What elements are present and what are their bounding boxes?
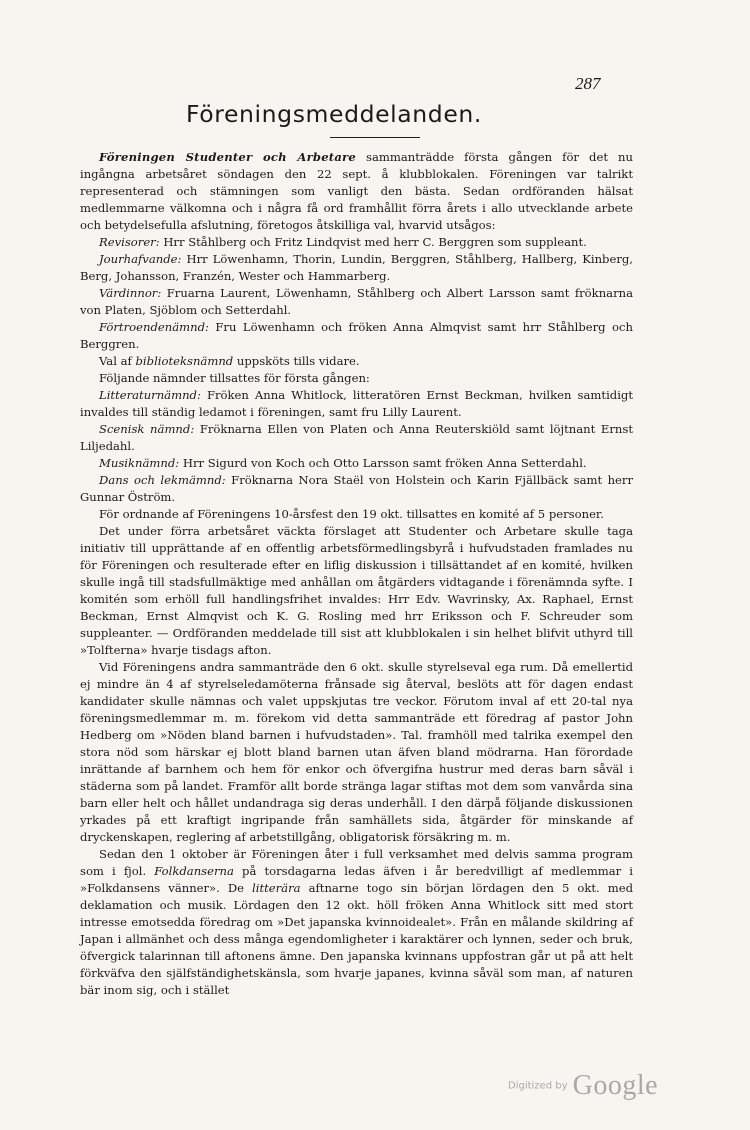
paragraph: Värdinnor: Fruarna Laurent, Löwenhamn, Ståhlberg och Albert Larsson samt fröknarna von Platen, Sjöblom och Setterdahl. — [80, 286, 633, 317]
article-body — [80, 149, 633, 999]
paragraph: Val af biblioteksnämnd uppsköts tills vidare. — [99, 354, 360, 368]
watermark-prefix: Digitized by — [508, 1080, 568, 1092]
paragraph: Jourhafvande: Hrr Löwenhamn, Thorin, Lundin, Berggren, Ståhlberg, Hallberg, Kinberg, Berg, Johansson, Franzén, Wester och Hammarberg. — [80, 252, 633, 283]
paragraph: Sedan den 1 oktober är Föreningen åter i full verksamhet med delvis samma program som i fjol. Folkdanserna på torsdagarna ledas äfven i år beredvilligt af medlemmar i »Folkdansens vänner». De litterära aftnarne togo sin början lördagen den 5 okt. med deklamation och musik. Lördagen den 12 okt. höll fröken Anna Whitlock sitt med stort intresse emotsedda föredrag om »Det japanska kvinnoidealet». Från en målande skildring af Japan i allmänhet och dess många egendomligheter i karaktärer och lynnen, seder och bruk, öfvergick talarinnan till aftonens ämne. Den japanska kvinnans uppfostran går ut på att helt förkväfva den själfständighetskänsla, som hvarje japanes, kvinna såväl som man, af naturen bär inom sig, och i stället — [80, 847, 633, 997]
paragraph: Följande nämnder tillsattes för första gången: — [99, 371, 370, 385]
paragraph: Revisorer: Hrr Ståhlberg och Fritz Lindqvist med herr C. Berggren som suppleant. — [99, 235, 587, 249]
paragraph: Det under förra arbetsåret väckta förslaget att Studenter och Arbetare skulle taga initiativ till upprättande af en offentlig arbetsförmedlingsbyrå i hufvudstaden framlades nu för Föreningen och resulterade efter en liflig diskussion i tillsättandet af en komité, hvilken skulle ingå till stadsfullmäktige med anhållan om åtgärders vidtagande i förenämnda syfte. I komitén som erhöll full handlingsfrihet invaldes: Hrr Edv. Wavrinsky, Ax. Raphael, Ernst Beckman, Ernst Almqvist och K. G. Rosling med hrr Eriksson och F. Schreuder som suppleanter. — Ordföranden meddelade till sist att klubblokalen i sin helhet blifvit uthyrd till »Tolfterna» hvarje tisdags afton. — [80, 524, 633, 657]
page-number: 287 — [575, 74, 601, 93]
paragraph: Litteraturnämnd: Fröken Anna Whitlock, litteratören Ernst Beckman, hvilken samtidigt invaldes till ständig ledamot i föreningen, samt fru Lilly Laurent. — [80, 388, 633, 419]
paragraph: Musiknämnd: Hrr Sigurd von Koch och Otto Larsson samt fröken Anna Setterdahl. — [99, 456, 587, 470]
title-rule — [330, 137, 420, 138]
page-title: Föreningsmeddelanden. — [186, 100, 482, 128]
paragraph: För ordnande af Föreningens 10-årsfest den 19 okt. tillsattes en komité af 5 personer. — [99, 507, 604, 521]
paragraph: Dans och lekmämnd: Fröknarna Nora Staël von Holstein och Karin Fjällbäck samt herr Gunnar Öström. — [80, 473, 633, 504]
society-name: Föreningen Studenter och Arbetare — [99, 150, 356, 164]
paragraph: Förtroendenämnd: Fru Löwenhamn och fröken Anna Almqvist samt hrr Ståhlberg och Berggren. — [80, 320, 633, 351]
digitized-watermark — [508, 1070, 658, 1102]
google-logo: Google — [572, 1070, 659, 1101]
paragraph: Vid Föreningens andra sammanträde den 6 okt. skulle styrelseval ega rum. Då emellertid ej mindre än 4 af styrelseledamöterna frånsade sig återval, beslöts att för dagen endast kandidater skulle nämnas och valet uppskjutas tre veckor. Förutom inval af ett 20-tal nya föreningsmedlemmar m. m. förekom vid detta sammanträde ett föredrag af pastor John Hedberg om »Nöden bland barnen i hufvudstaden». Tal. framhöll med talrika exempel den stora nöd som härskar ej blott bland barnen utan äfven bland mödrarna. Han förordade inrättande af barnhem och hem för enkor och öfvergifna hustrur med deras barn såväl i städerna som på landet. Framför allt borde stränga lagar stiftas mot dem som vanvårda sina barn eller helt och hållet undandraga sig deras underhåll. I den därpå följande diskussionen yrkades på ett kraftigt ingripande från samhällets sida, åtgärder för minskande af dryckenskapen, reglering af arbetstillgång, obligatorisk försäkring m. m. — [80, 660, 633, 844]
paragraph: Föreningen Studenter och Arbetare sammanträdde första gången för det nu ingångna arbetsåret söndagen den 22 sept. å klubblokalen. Föreningen var talrikt representerad och stämningen som vanligt den bästa. Sedan ordföranden hälsat medlemmarne välkomna och i några få ord framhållit förra årets i allo utvecklande arbete och betydelsefulla afslutning, företogos åtskilliga val, hvarvid utsågos: — [80, 150, 633, 232]
paragraph: Scenisk nämnd: Fröknarna Ellen von Platen och Anna Reuterskiöld samt löjtnant Ernst Liljedahl. — [80, 422, 633, 453]
